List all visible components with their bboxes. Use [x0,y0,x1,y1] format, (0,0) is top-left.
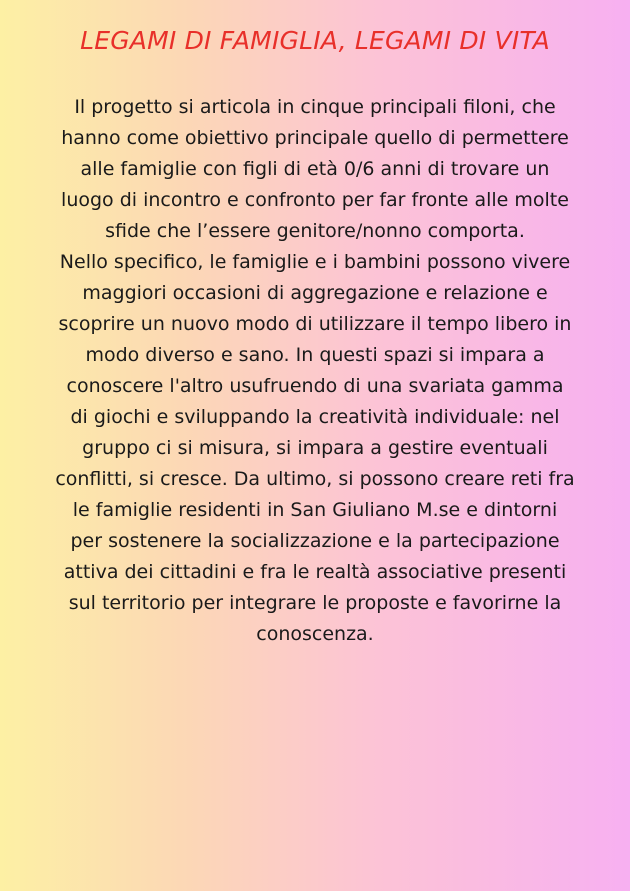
page-title: LEGAMI DI FAMIGLIA, LEGAMI DI VITA [80,26,550,55]
body-text [55,92,575,650]
paragraph-details: Nello specifico, le famiglie e i bambini possono vivere maggiori occasioni di aggregazione e relazione e scoprire un nuovo modo di utilizzare il tempo libero in modo diverso e sano. In questi spazi si impara a conoscere l'altro usufruendo di una svariata gamma di giochi e sviluppando la creatività individuale: nel gruppo ci si misura, si impara a gestire eventuali conflitti, si cresce. Da ultimo, si possono creare reti fra le famiglie residenti in San Giuliano M.se e dintorni per sostenere la socializzazione e la partecipazione attiva dei cittadini e fra le realtà associative presenti sul territorio per integrare le proposte e favorirne la conoscenza. [55,251,575,645]
paragraph-intro: Il progetto si articola in cinque principali filoni, che hanno come obiettivo principale quello di permettere alle famiglie con figli di età 0/6 anni di trovare un luogo di incontro e confronto per far fronte alle molte sfide che l’essere genitore/nonno comporta. [61,96,569,242]
